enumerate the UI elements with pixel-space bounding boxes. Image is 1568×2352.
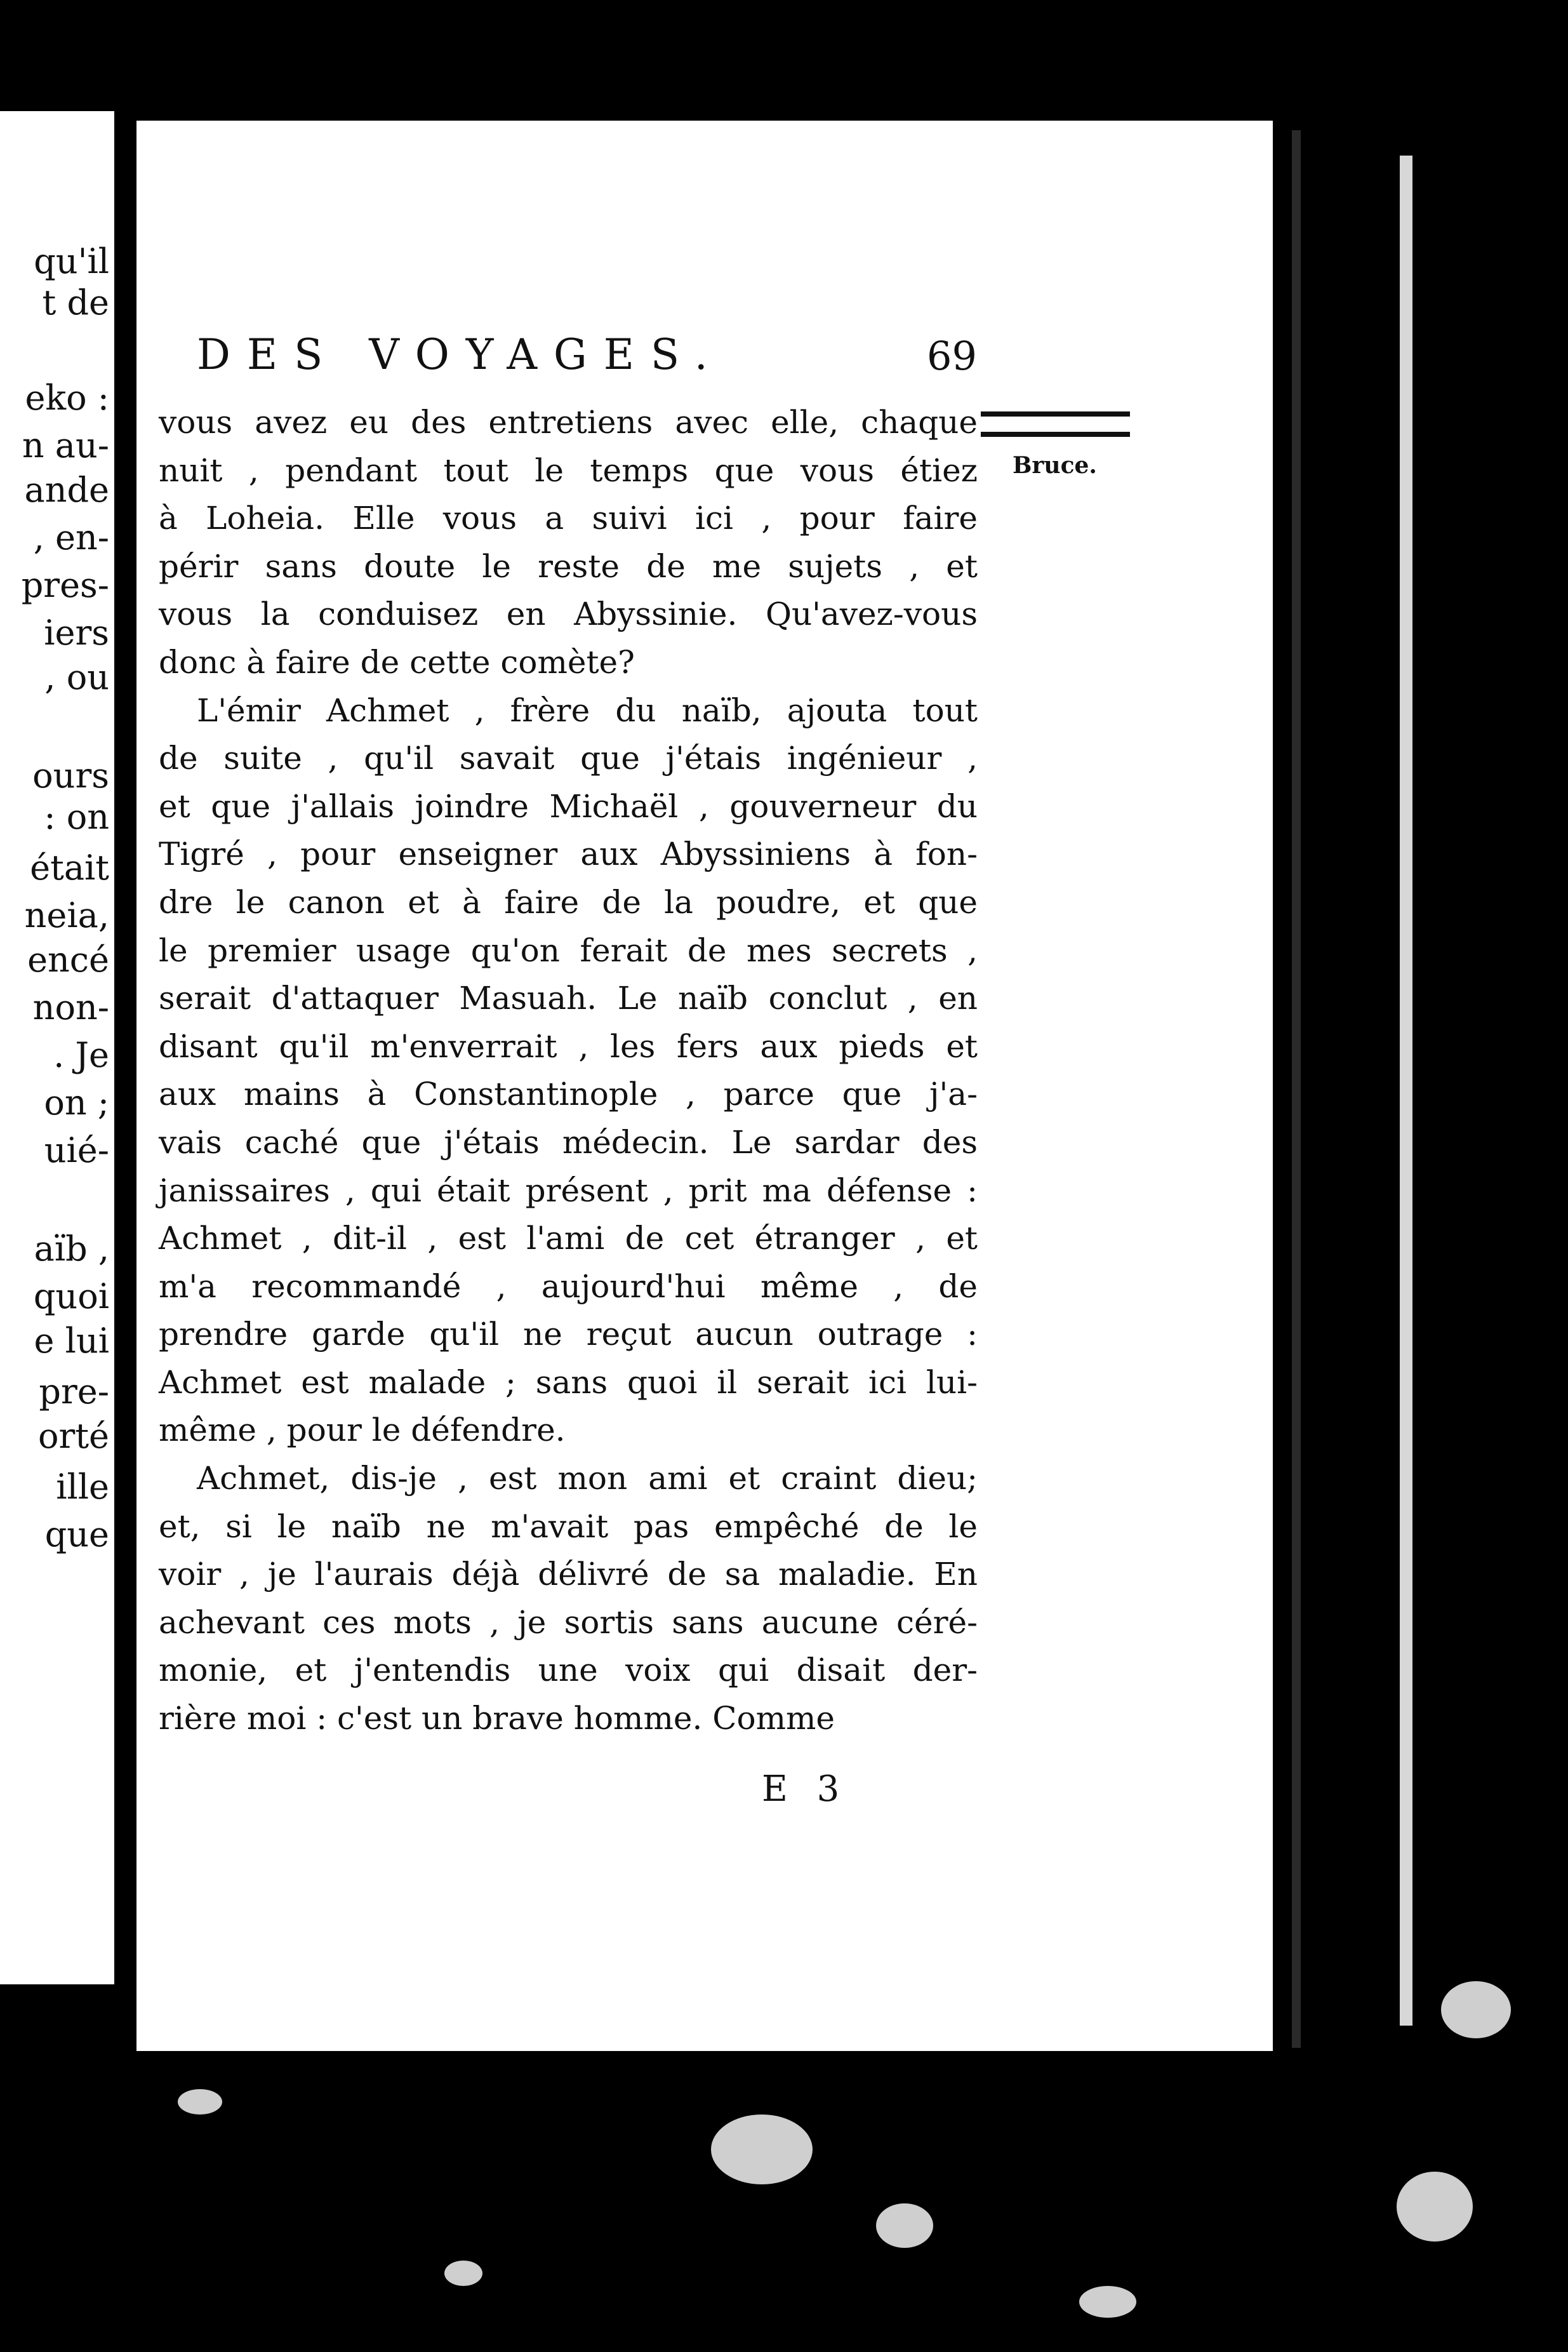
noise-speck [876,2203,933,2248]
left-page-fragment: orté [38,1416,109,1456]
text-line: Achmet, dis-je , est mon ami et craint dieu; [197,1460,978,1497]
text-line: vous la conduisez en Abyssinie. Qu'avez-vous [159,596,978,633]
left-page-fragment: t de [42,283,109,323]
noise-speck [444,2261,482,2286]
text-line: janissaires , qui était présent , prit ma défense : [159,1172,978,1209]
noise-speck [711,2115,813,2184]
text-line: le premier usage qu'on ferait de mes secrets , [159,932,978,969]
left-page-fragment: qu'il [34,241,109,281]
noise-speck [1441,1981,1511,2038]
text-line: dre le canon et à faire de la poudre, et que [159,883,978,921]
left-page-fragment: ille [56,1467,109,1507]
text-line: donc à faire de cette comète? [159,643,635,681]
margin-rule [981,411,1130,437]
text-line: et, si le naïb ne m'avait pas empêché de le [159,1507,978,1545]
text-line: serait d'attaquer Masuah. Le naïb conclut , en [159,980,978,1017]
text-line: voir , je l'aurais déjà délivré de sa maladie. En [159,1556,978,1593]
left-page-fragment: ours [32,756,109,796]
body-text [159,399,978,1743]
text-line: de suite , qu'il savait que j'étais ingénieur , [159,740,978,777]
left-page-fragment: pre- [39,1372,109,1412]
signature-mark: E 3 [762,1768,849,1810]
left-page-fragment: eko : [25,378,109,418]
text-line: Achmet , dit-il , est l'ami de cet étranger , et [159,1220,978,1257]
book-spine-edge [1292,130,1301,2048]
left-page-fragment: iers [44,613,109,653]
page-number: 69 [927,333,977,379]
noise-speck [1397,2172,1473,2242]
noise-speck [1079,2286,1136,2318]
left-page-fragment: était [30,848,109,888]
left-page-fragment: ande [24,470,109,510]
text-line: même , pour le défendre. [159,1412,566,1449]
left-page-fragment: uié- [44,1130,109,1170]
text-line: m'a recommandé , aujourd'hui même , de [159,1267,978,1305]
left-page-fragment: aïb , [34,1229,109,1269]
text-line: à Loheia. Elle vous a suivi ici , pour faire [159,500,978,537]
text-line: vous avez eu des entretiens avec elle, chaque [159,404,978,441]
left-page-fragment: pres- [21,565,109,605]
noise-speck [178,2089,222,2115]
left-page-fragment: : on [44,797,109,837]
text-line: périr sans doute le reste de me sujets , et [159,547,978,585]
left-page-fragment: neia, [24,895,109,935]
text-line: disant qu'il m'enverrait , les fers aux pieds et [159,1027,978,1065]
left-page-fragment: n au- [22,425,109,465]
text-line: Achmet est malade ; sans quoi il serait ici lui- [159,1363,978,1401]
text-line: prendre garde qu'il ne reçut aucun outrage : [159,1316,978,1353]
text-line: Tigré , pour enseigner aux Abyssiniens à fon- [159,836,978,873]
left-page-fragment: , ou [44,657,109,697]
text-line: vais caché que j'étais médecin. Le sardar des [159,1123,978,1161]
text-line: rière moi : c'est un brave homme. Comme [159,1700,835,1737]
left-page-fragment: encé [27,940,109,980]
margin-note: Bruce. [1013,452,1097,479]
text-line: et que j'allais joindre Michaël , gouverneur du [159,787,978,825]
left-page-edge [0,111,114,1984]
text-line: monie, et j'entendis une voix qui disait der- [159,1652,978,1689]
text-line: achevant ces mots , je sortis sans aucune céré- [159,1603,978,1641]
left-page-fragment: que [44,1514,109,1554]
running-head: DES VOYAGES. [197,330,724,379]
left-page-fragment: quoi [33,1276,109,1316]
book-fore-edge [1400,156,1412,2026]
left-page-fragment: e lui [34,1321,109,1361]
text-line: aux mains à Constantinople , parce que j'a- [159,1076,978,1113]
left-page-fragment: , en- [33,518,109,558]
text-line: L'émir Achmet , frère du naïb, ajouta tout [197,692,978,729]
left-page-fragment: on ; [44,1083,109,1123]
left-page-fragment: . Je [53,1035,109,1075]
left-page-fragment: non- [32,987,109,1027]
text-line: nuit , pendant tout le temps que vous étiez [159,451,978,489]
